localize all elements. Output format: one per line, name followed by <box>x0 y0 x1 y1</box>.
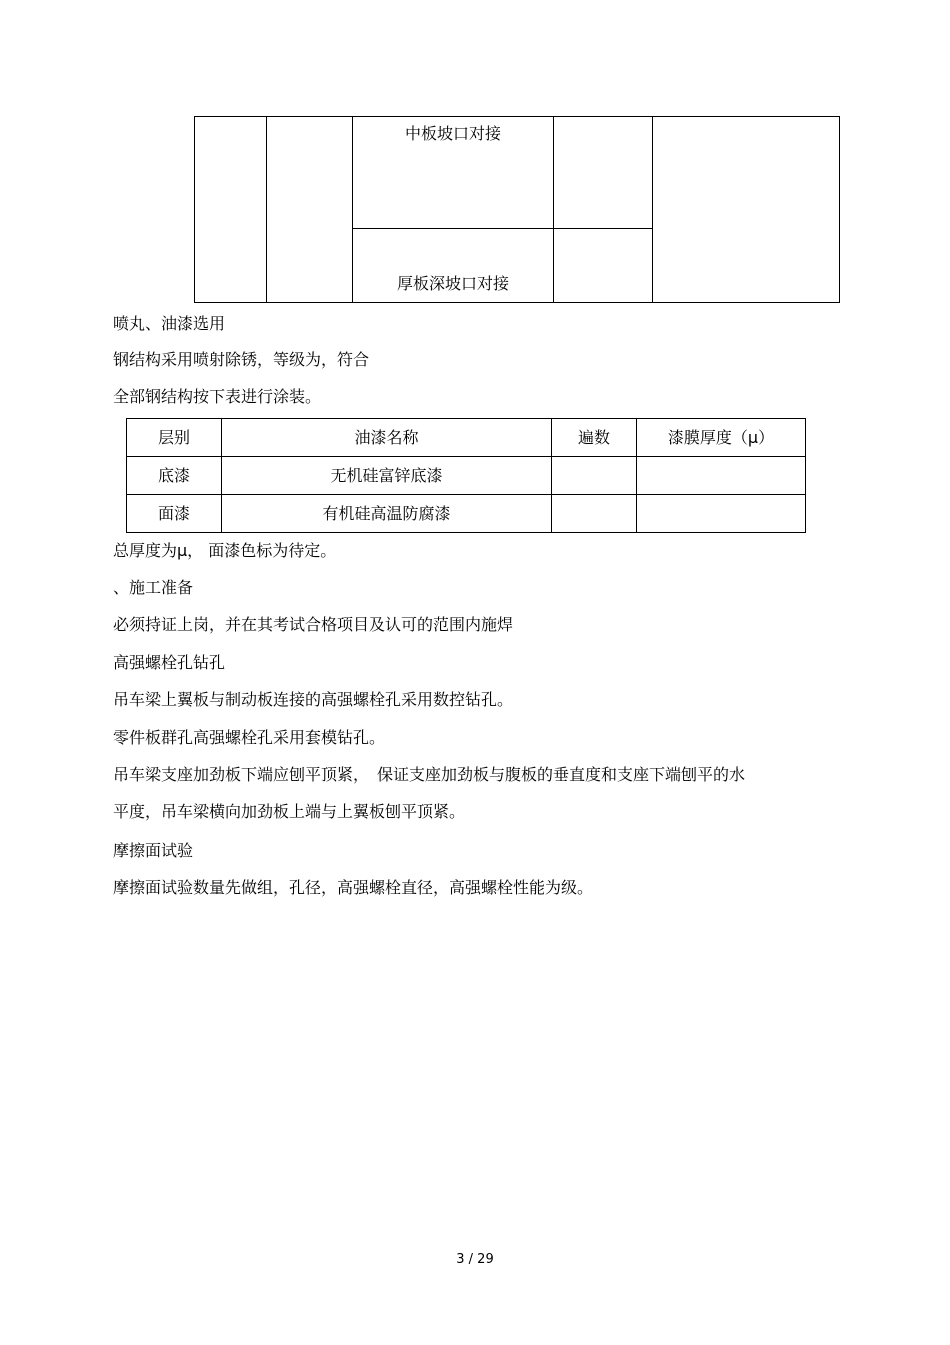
paragraph-cnc-drilling: 吊车梁上翼板与制动板连接的高强螺栓孔采用数控钻孔。 <box>113 690 514 709</box>
table-row <box>127 495 806 533</box>
paragraph-stiffener-line-2: 平度，吊车梁横向加劲板上端与上翼板刨平顶紧。 <box>113 802 466 821</box>
paint-cell-name: 有机硅高温防腐漆 <box>222 495 552 533</box>
paint-header-thickness: 漆膜厚度（μ） <box>637 419 806 457</box>
weld-table-col-sep-4 <box>652 116 653 303</box>
paint-header-layer: 层别 <box>127 419 222 457</box>
paragraph-coating-intro: 全部钢结构按下表进行涂装。 <box>113 387 322 406</box>
paragraph-friction-test: 摩擦面试验数量先做组，孔径，高强螺栓直径，高强螺栓性能为级。 <box>113 878 594 897</box>
section-heading-friction-test: 摩擦面试验 <box>113 841 194 860</box>
paint-cell-thickness <box>637 457 806 495</box>
weld-table-col-sep-3 <box>553 116 554 303</box>
paint-header-coats: 遍数 <box>552 419 637 457</box>
paint-cell-layer: 面漆 <box>127 495 222 533</box>
weld-table-col-sep-1 <box>266 116 267 303</box>
paint-cell-coats <box>552 457 637 495</box>
paint-table <box>126 418 806 533</box>
section-heading-shot-blast-paint: 喷丸、油漆选用 <box>113 314 226 333</box>
paint-cell-coats <box>552 495 637 533</box>
paint-cell-thickness <box>637 495 806 533</box>
weld-table-right-border <box>839 116 840 303</box>
paint-table-header-row <box>127 419 806 457</box>
page-number: 3 / 29 <box>456 1252 494 1267</box>
paragraph-welder-certification: 必须持证上岗，并在其考试合格项目及认可的范围内施焊 <box>113 615 514 634</box>
weld-table-row-sep <box>352 228 653 229</box>
weld-table-left-border <box>194 116 195 303</box>
weld-cell-thick-plate: 厚板深坡口对接 <box>396 274 509 293</box>
weld-table-top-border <box>194 116 840 117</box>
paint-header-name: 油漆名称 <box>222 419 552 457</box>
section-heading-bolt-hole-drilling: 高强螺栓孔钻孔 <box>113 653 226 672</box>
paragraph-rust-removal: 钢结构采用喷射除锈，等级为，符合 <box>113 350 370 369</box>
paragraph-template-drilling: 零件板群孔高强螺栓孔采用套模钻孔。 <box>113 728 386 747</box>
table-row <box>127 457 806 495</box>
paragraph-total-thickness: 总厚度为μ， 面漆色标为待定。 <box>113 541 337 560</box>
weld-cell-medium-plate: 中板坡口对接 <box>404 124 501 143</box>
weld-table-bottom-border <box>194 302 840 303</box>
paint-cell-name: 无机硅富锌底漆 <box>222 457 552 495</box>
paragraph-stiffener-line-1: 吊车梁支座加劲板下端应刨平顶紧， 保证支座加劲板与腹板的垂直度和支座下端刨平的水 <box>113 765 746 784</box>
section-heading-preparation: 、施工准备 <box>113 578 194 597</box>
paint-cell-layer: 底漆 <box>127 457 222 495</box>
